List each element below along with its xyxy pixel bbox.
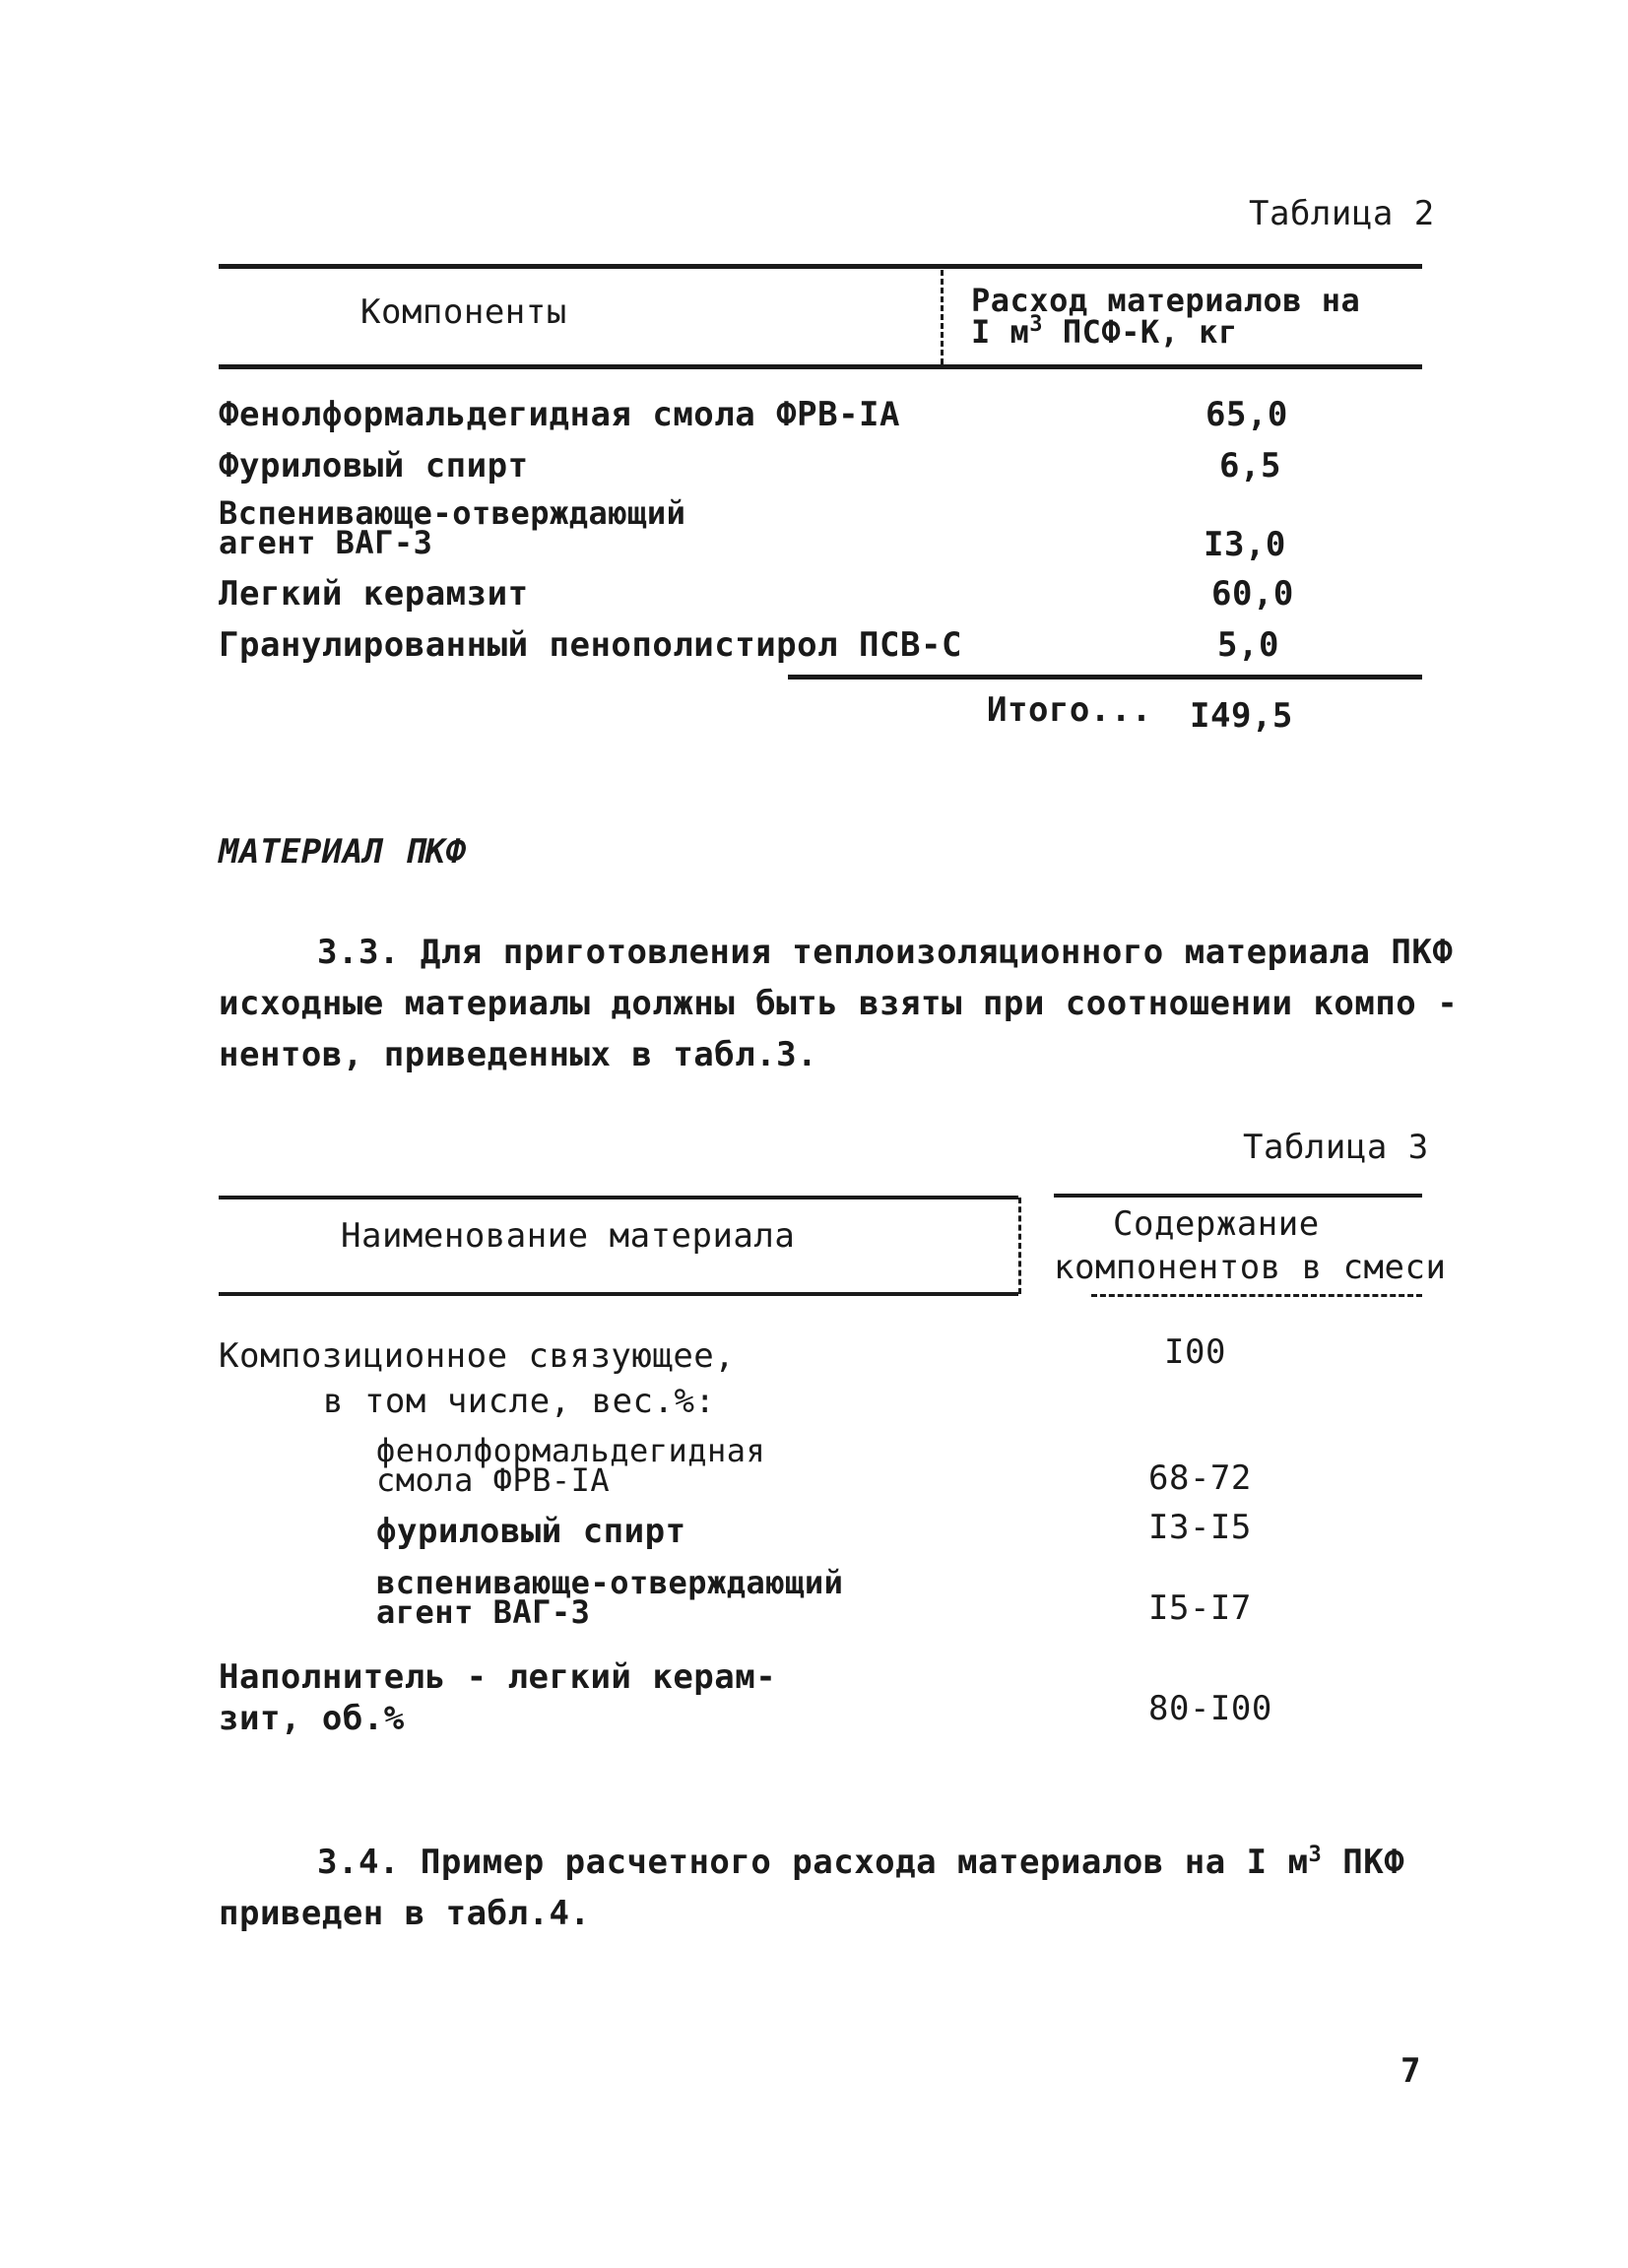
table2-header-divider <box>941 270 944 364</box>
table3-row-value: I5-I7 <box>1148 1588 1252 1628</box>
table2-total-rule <box>788 675 1422 680</box>
table3-row-value: I00 <box>1164 1332 1226 1372</box>
table2-row-value: 60,0 <box>1211 574 1294 614</box>
table3-header-divider <box>1018 1198 1021 1294</box>
paragraph-3-3-line2: исходные материалы должны быть взяты при соотношении компо - <box>219 984 1459 1023</box>
table2-total-label: Итого... <box>987 690 1152 730</box>
table2-row-value: 6,5 <box>1219 446 1281 486</box>
paragraph-3-3-line3: нентов, приведенных в табл.3. <box>219 1035 818 1074</box>
table3-header-material: Наименование материала <box>341 1216 796 1256</box>
paragraph-3-4-line1: 3.4. Пример расчетного расхода материалов на I $м^3$ ПКФ <box>317 1843 1405 1882</box>
table3-row-name: фуриловый спирт <box>376 1512 686 1551</box>
page-number: 7 <box>1400 2051 1421 2091</box>
table2-top-rule <box>219 264 1422 269</box>
table2-header-consumption-line2: I $м^3$ ПСФ-К, кг <box>971 312 1238 351</box>
table3-header-content-line1: Содержание <box>1113 1204 1320 1244</box>
table2-row-value: 65,0 <box>1205 395 1288 434</box>
table2-row-value: I3,0 <box>1204 525 1286 564</box>
table3-row-subheading: в том числе, вес.%: <box>323 1382 716 1421</box>
table3-header-content-line2: компонентов в смеси <box>1054 1248 1447 1287</box>
table2-header-rule <box>219 364 1422 369</box>
table3-header-rule-right <box>1091 1294 1422 1297</box>
paragraph-3-4-line2: приведен в табл.4. <box>219 1894 591 1933</box>
table2-total-value: I49,5 <box>1190 696 1293 736</box>
table3-row-value: 68-72 <box>1148 1458 1252 1498</box>
table2-row-value: 5,0 <box>1217 625 1279 665</box>
table2-row-name: Гранулированный пенополистирол ПСВ-С <box>219 625 962 665</box>
table3-row-name-line1: Наполнитель - легкий керам- <box>219 1657 777 1697</box>
table3-row-name: Композиционное связующее, <box>219 1336 736 1376</box>
table2-header-consumption-line1: Расход материалов на <box>971 282 1361 319</box>
table2-row-name-line1: Вспенивающе-отверждающий <box>219 494 686 532</box>
section-heading: МАТЕРИАЛ ПКФ <box>219 832 467 872</box>
table3-row-name-line2: смола ФРВ-IA <box>376 1461 611 1499</box>
table3-top-rule-right <box>1054 1194 1422 1198</box>
table3-header-rule-left <box>219 1292 1018 1296</box>
paragraph-3-3-line1: 3.3. Для приготовления теплоизоляционного материала ПКФ <box>317 933 1454 972</box>
table3-row-name-line1: фенолформальдегидная <box>376 1432 766 1469</box>
table3-top-rule-left <box>219 1196 1018 1199</box>
table2-row-name: Фенолформальдегидная смола ФРВ-IA <box>219 395 901 434</box>
table3-caption: Таблица 3 <box>1243 1128 1429 1167</box>
table3-row-name-line2: агент ВАГ-3 <box>376 1593 591 1631</box>
table2-caption: Таблица 2 <box>1249 194 1435 233</box>
table3-row-value: 80-I00 <box>1148 1689 1272 1728</box>
table3-row-name-line2: зит, об.% <box>219 1699 405 1738</box>
table2-row-name-line2: агент ВАГ-3 <box>219 524 433 561</box>
table3-row-name-line1: вспенивающе-отверждающий <box>376 1564 844 1601</box>
table2-row-name: Легкий керамзит <box>219 574 529 614</box>
table2-header-components: Компоненты <box>360 292 567 332</box>
table2-row-name: Фуриловый спирт <box>219 446 529 486</box>
table3-row-value: I3-I5 <box>1148 1508 1252 1547</box>
